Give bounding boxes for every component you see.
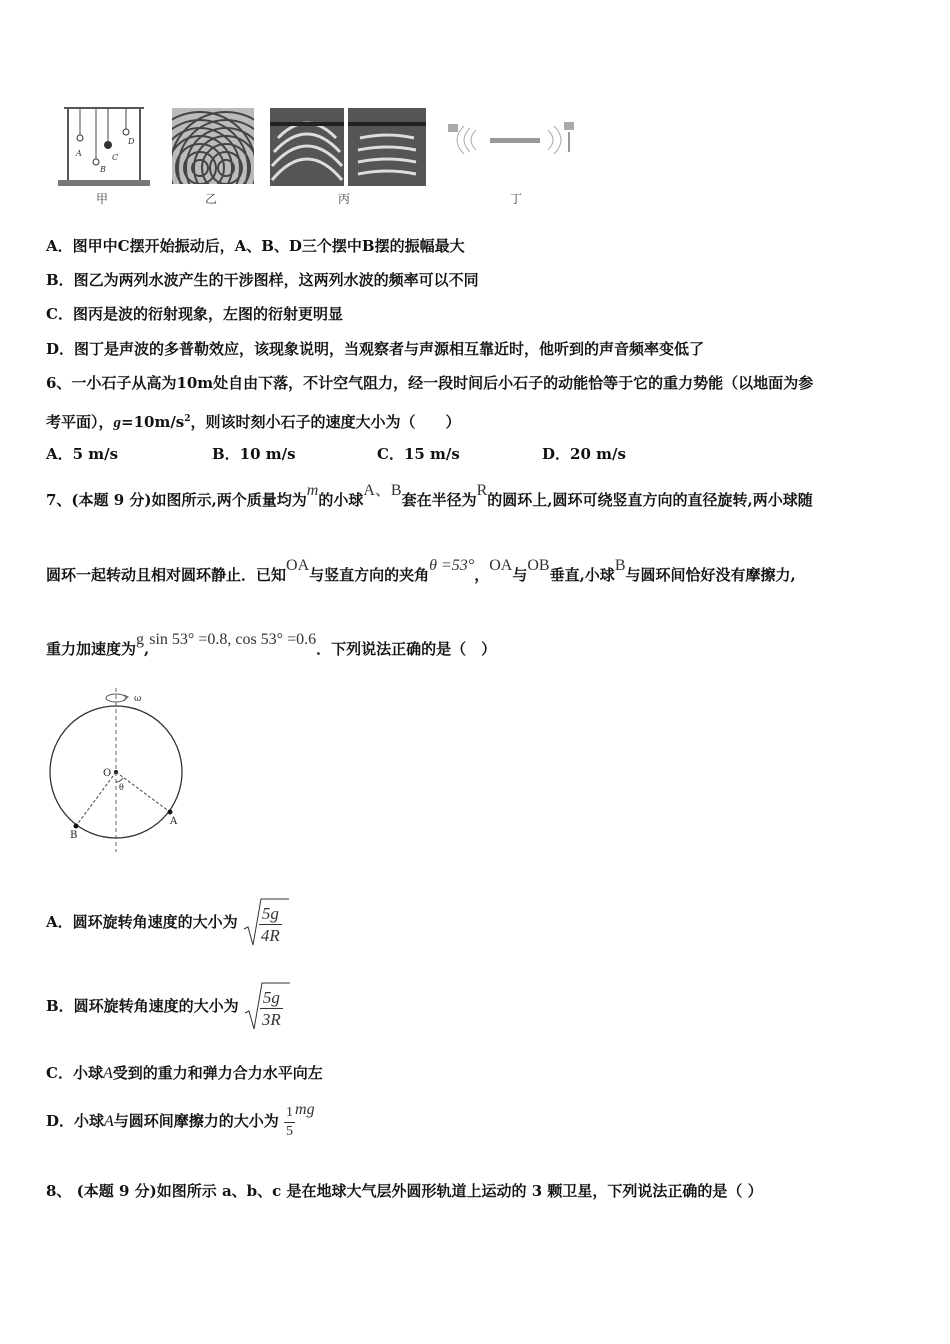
caption-yi: 乙 — [205, 192, 218, 206]
q7-option-c-a-symbol: A — [102, 1065, 113, 1082]
q7-option-d — [46, 1098, 315, 1145]
q7-option-d-text-b: 与圆环间摩擦力的大小为 — [113, 1112, 279, 1130]
ring-svg — [46, 686, 188, 854]
diffraction-pattern — [270, 108, 426, 186]
figure-bing — [270, 108, 426, 186]
q7-option-d-a-symbol: A — [104, 1113, 114, 1130]
pendulum-label-c: C — [112, 153, 119, 162]
q5-option-d: D．图丁是声波的多普勒效应，该现象说明，当观察者与声源相互靠近时，他听到的声音频率变低了 — [46, 340, 705, 358]
q7-option-a — [46, 896, 282, 949]
q7-option-b — [46, 980, 283, 1033]
theta-label: θ — [119, 783, 124, 792]
q6-text-b: =10m/s — [121, 413, 185, 431]
q6-option-b: B．10 m/s — [212, 445, 296, 463]
pendulum-label-a: A — [76, 149, 82, 158]
radical-sign-b — [244, 981, 290, 1033]
q6-g-symbol: g — [113, 415, 122, 431]
q7-text-3c: ．下列说法正确的是（ ） — [316, 640, 497, 658]
q7-b-symbol: B — [614, 557, 626, 574]
q7-ab-symbol: A、B — [363, 482, 402, 499]
q7-stem-line3 — [46, 631, 497, 660]
figure-jia — [56, 104, 152, 188]
q7-stem-line2 — [46, 557, 796, 586]
caption-ding: 丁 — [510, 192, 523, 206]
caption-jia: 甲 — [96, 192, 109, 206]
caption-bing: 丙 — [338, 192, 351, 206]
q6-superscript: 2 — [184, 414, 191, 424]
q7-text-2d: 垂直,小球 — [549, 566, 615, 584]
q6-option-a: A．5 m/s — [46, 445, 119, 463]
q5-option-a: A．图甲中C摆开始振动后，A、B、D三个摆中B摆的振幅最大 — [46, 237, 465, 255]
ball-b-label: B — [70, 830, 78, 841]
q7-comma: ， — [474, 566, 490, 584]
figure-yi — [172, 108, 254, 184]
q8-stem: 8、 (本题 9 分)如图所示 a、b、c 是在地球大气层外圆形轨道上运动的 3 颗卫星，下列说法正确的是（ ） — [46, 1182, 763, 1200]
q7-m-symbol: m — [306, 482, 319, 499]
q7-g-symbol: g — [136, 631, 145, 648]
frac-b-numerator: 5g — [260, 988, 283, 1009]
q7-trig-values: sin 53° =0.8, cos 53° =0.6 — [149, 631, 317, 648]
q6-stem-line2 — [46, 409, 461, 433]
q5-option-b: B．图乙为两列水波产生的干涉图样，这两列水波的频率可以不同 — [46, 271, 479, 289]
q7-r-symbol: R — [476, 482, 488, 499]
radical-sign-a — [243, 897, 289, 949]
interference-pattern — [172, 108, 254, 184]
pendulum-label-d: D — [128, 137, 135, 146]
omega-label: ω — [134, 694, 142, 704]
q6-stem-line1: 6、一小石子从高为10m处自由下落，不计空气阻力，经一段时间后小石子的动能恰等于它的重力势能（以地面为参 — [46, 374, 814, 392]
q6-option-c: C．15 m/s — [377, 445, 460, 463]
frac-a-denominator: 4R — [260, 926, 280, 945]
frac-a-numerator: 5g — [259, 904, 282, 925]
q6-option-d: D．20 m/s — [542, 445, 626, 463]
q7-text-2b: 与竖直方向的夹角 — [309, 566, 430, 584]
sqrt-expression-a — [243, 897, 282, 949]
q5-option-c: C．图丙是波的衍射现象，左图的衍射更明显 — [46, 305, 343, 323]
q7-theta-value: θ =53° — [429, 557, 475, 574]
q7-text-1a: 7、(本题 9 分)如图所示,两个质量均为 — [46, 491, 307, 509]
q7-option-d-mg: mg — [295, 1101, 315, 1118]
q7-text-1c: 套在半径为 — [401, 491, 477, 509]
doppler-diagram — [444, 118, 588, 164]
q7-text-2c: 与 — [512, 566, 528, 584]
figure-ding — [444, 118, 588, 164]
q7-text-3a: 重力加速度为 — [46, 640, 137, 658]
q7-text-2a: 圆环一起转动且相对圆环静止．已知 — [46, 566, 287, 584]
ball-a-label: A — [170, 816, 178, 827]
q7-option-a-label: A．圆环旋转角速度的大小为 — [46, 913, 238, 931]
frac-b-denominator: 3R — [261, 1010, 281, 1029]
q7-ring-diagram — [46, 686, 188, 854]
frac-d-numerator: 1 — [284, 1104, 295, 1123]
q7-oa-symbol-2: OA — [489, 557, 513, 574]
q7-option-d-text-a: D．小球 — [46, 1112, 105, 1130]
q7-oa-symbol: OA — [286, 557, 310, 574]
q7-stem-line1 — [46, 482, 813, 511]
q7-option-c-text-a: C．小球 — [46, 1064, 103, 1082]
sqrt-expression-b — [244, 981, 283, 1033]
q6-text-a: 考平面）， — [46, 413, 114, 431]
q7-text-3b: , — [144, 640, 150, 658]
q7-text-1b: 的小球 — [318, 491, 364, 509]
q7-text-2e: 与圆环间恰好没有摩擦力, — [625, 566, 796, 584]
pendulum-label-b: B — [100, 165, 106, 174]
frac-d-denominator: 5 — [286, 1123, 294, 1139]
q7-ob-symbol: OB — [527, 557, 550, 574]
q7-option-c-text-b: 受到的重力和弹力合力水平向左 — [112, 1064, 323, 1082]
q6-text-c: ，则该时刻小石子的速度大小为（ ） — [190, 413, 461, 431]
q7-text-1d: 的圆环上,圆环可绕竖直方向的直径旋转,两小球随 — [487, 491, 813, 509]
q7-option-b-label: B．圆环旋转角速度的大小为 — [46, 997, 239, 1015]
q7-option-c — [46, 1063, 323, 1084]
center-o-label: O — [103, 768, 112, 779]
pendulum-diagram — [56, 104, 152, 188]
